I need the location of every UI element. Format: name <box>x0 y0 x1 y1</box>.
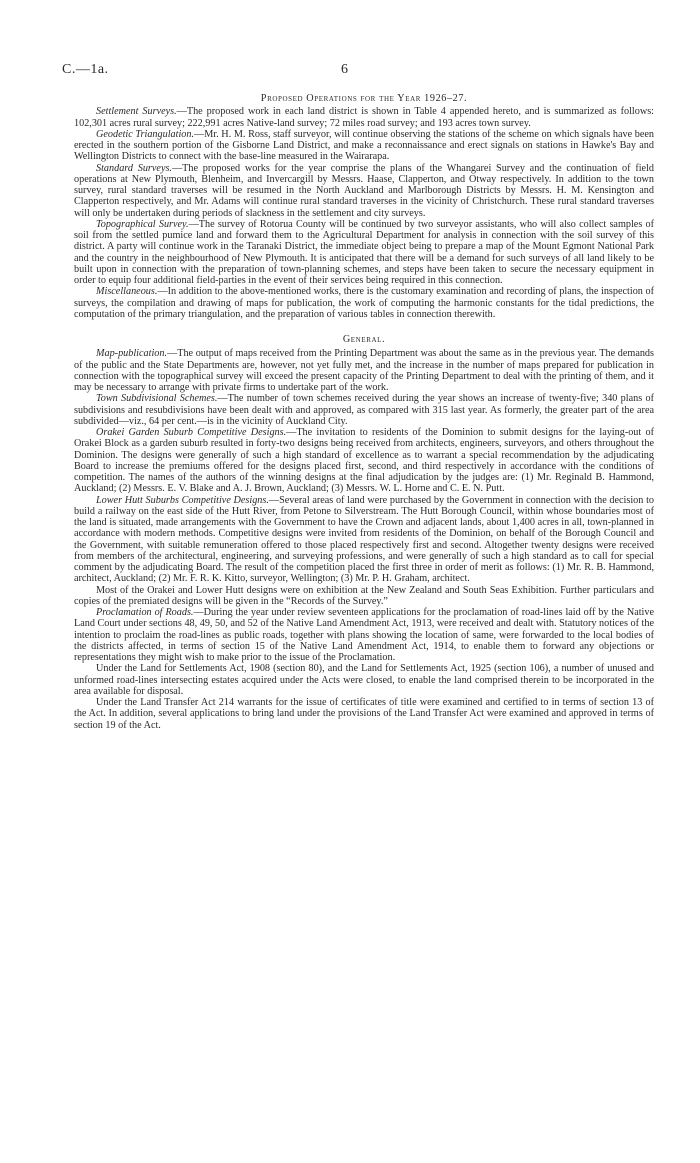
paragraph-text: Under the Land for Settlements Act, 1908 (section 80), and the Land for Settlements Act, 1925 (section 106), a number of unused and unformed road-lines intersecting estates acquired under the Acts were closed, to enable the land comprised therein to be incorporated in the area available for disposal. <box>74 663 654 697</box>
paragraph-text: —The number of town schemes received during the year shows an increase of twenty-five; 340 plans of subdivisions and resubdivisions have been dealt with and approved, as compared with 315 last year. As formerly, the greater part of the area subdivided—viz., 64 per cent.—is in the vicinity of Auckland City. <box>74 393 654 427</box>
paragraph-lead: Map-publication. <box>96 348 168 360</box>
paragraph-exhibition-designs <box>74 585 654 608</box>
paragraph-lead: Geodetic Triangulation. <box>96 128 195 140</box>
paragraph-lead: Orakei Garden Suburb Competitive Designs. <box>96 427 287 438</box>
paragraph-text: —During the year under review seventeen applications for the proclamation of road-lines laid off by the Native Land Court under sections 48, 49, 50, and 52 of the Native Land Amendment Act, 1913, were received and dealt with. Statutory notices of the intention to proclaim the road-lines as public roads, together with plans showing the location of same, were forwarded to the local bodies of the districts affected, in terms of section 15 of the Native Land Amendment Act, 1914, to enable them to forward any objections or representations they might wish to make prior to the issue of the Proclamation. <box>74 607 654 663</box>
section-heading-proposed-operations: Proposed Operations for the Year 1926–27. <box>260 93 468 104</box>
paragraph-lead: Topographical Survey. <box>96 218 189 230</box>
paragraph-settlement-surveys <box>74 106 654 129</box>
paragraph-miscellaneous <box>74 286 654 320</box>
paragraph-text: —The proposed work in each land district is shown in Table 4 appended hereto, and is summarized as follows: 102,301 acres rural survey; 222,991 acres Native-land survey; 72 miles road survey; and 193 acres town survey. <box>74 106 654 129</box>
paragraph-lead: Miscellaneous. <box>96 286 158 298</box>
paragraph-lead: Settlement Surveys. <box>96 106 177 118</box>
paragraph-town-subdivisional-schemes <box>74 393 654 427</box>
page-number: 6 <box>341 62 348 77</box>
paragraph-text: —The invitation to residents of the Dominion to submit designs for the laying-out of Orakei Block as a garden suburb resulted in forty-two designs being received from architects, engineers, surveyors, and others throughout the Dominion. The designs were generally of such a high standard of excellence as to warrant a special recommendation by the adjudicating Board to increase the premiums offered for the designs placed first, second, and third respectively in accordance with the conditions of competition. The names of the authors of the winning designs at the final adjudication by the judges are: (1) Mr. Reginald B. Hammond, Auckland; (2) Messrs. E. V. Blake and A. J. Brown, Auckland; (3) Messrs. W. L. Horne and C. E. N. Putt. <box>74 427 654 495</box>
paragraph-text: —The survey of Rotorua County will be continued by two surveyor assistants, who will also collect samples of soil from the settled pumice land and forward them to the Agricultural Department for analysis in connection with the soil survey of this district. A party will continue work in the Taranaki District, the immediate object being to prepare a map of the Mount Egmont National Park and the country in the neighbourhood of New Plymouth. It is anticipated that there will be a demand for such surveys of all land likely to be built upon in connection with the preparation of town-planning schemes, and steps have been taken to secure the necessary equipment in order to equip four additional field-parties in the event of their services being required in this connection. <box>74 218 654 286</box>
paragraph-text: —Mr. H. M. Ross, staff surveyor, will continue observing the stations of the scheme on which signals have been erected in the southern portion of the Gisborne Land District, and make a reconnaissance and erect signals on stations in Hawke's Bay and Wellington Districts to connect with the base-line measured in the Wairarapa. <box>74 128 654 163</box>
paragraph-text: Most of the Orakei and Lower Hutt designs were on exhibition at the New Zealand and South Seas Exhibition. Further particulars and copies of the premiated designs will be given in the “Records of the Survey.” <box>74 584 654 607</box>
section-heading-general: General. <box>342 334 386 345</box>
paragraph-text: —The proposed works for the year comprise the plans of the Whangarei Survey and the continuation of field operations at New Plymouth, Blenheim, and Invercargill by Messrs. Haase, Clapperton, and Otway respectively. In addition to the town survey, rural standard traverses will be resumed in the North Auckland and Marlborough Districts by Messrs. H. M. Kensington and Clapperton respectively, and Mr. Adams will continue rural standard traverses in the vicinity of Christchurch. These rural standard traverses will only be undertaken during periods of slackness in the settlement and city surveys. <box>74 162 654 219</box>
paragraph-land-transfer <box>74 697 654 731</box>
paragraph-text: Under the Land Transfer Act 214 warrants for the issue of certificates of title were examined and certified to in terms of section 13 of the Act. In addition, several applications to bring land under the provisions of the Land Transfer Act were examined and approved in terms of section 19 of the Act. <box>74 697 654 731</box>
running-head <box>0 62 700 78</box>
paragraph-lower-hutt-designs <box>74 495 654 585</box>
paragraph-orakei-designs <box>74 427 654 495</box>
paragraph-land-for-settlements <box>74 663 654 697</box>
paragraph-lead: Lower Hutt Suburbs Competitive Designs. <box>96 494 269 506</box>
paragraph-text: —In addition to the above-mentioned works, there is the customary examination and recording of plans, the inspection of surveys, the compilation and drawing of maps for publication, the work of computing the harmonic constants for the tidal predictions, the computation of the primary triangulation, and the preparation of various tables in connection therewith. <box>74 286 654 320</box>
paragraph-text: —Several areas of land were purchased by the Government in connection with the decision to build a railway on the east side of the Hutt River, from Petone to Silverstream. The Hutt Borough Council, within whose boundaries most of the land is situated, made arrangements with the Government to have the Crown and adjacent lands, about 1,400 acres in all, town-planned in accordance with modern methods. Competitive designs were invited from residents of the Dominion, on behalf of the Borough Council and the Government, with suitable remuneration offered to those placed respectively first and second. Altogether twenty designs were received from members of the architectural, engineering, and surveying professions, and were generally of such a high standard as to call for special comment by the adjudicating Board. The result of the competition placed the first three in order of merit as follows: (1) Mr. R. B. Hammond, architect, Auckland; (2) Mr. F. R. K. Kitto, surveyor, Wellington; (3) Mr. P. H. Graham, architect. <box>74 494 654 585</box>
paragraph-text: —The output of maps received from the Printing Department was about the same as in the previous year. The demands of the public and the State Departments are, however, not yet fully met, and the increase in the number of maps prepared for publication in connection with the topographical survey will exceed the present capacity of the Printing Department to deal with the printing of them, and it may be necessary to arrange with private firms to undertake part of the work. <box>74 348 654 393</box>
paragraph-standard-surveys <box>74 163 654 219</box>
document-body <box>74 93 654 731</box>
paragraph-proclamation-of-roads <box>74 607 654 663</box>
paragraph-lead: Standard Surveys. <box>96 162 172 174</box>
report-reference: C.—1a. <box>62 62 109 77</box>
paragraph-map-publication <box>74 348 654 393</box>
paragraph-topographical-survey <box>74 219 654 287</box>
paragraph-lead: Proclamation of Roads. <box>96 607 194 618</box>
paragraph-geodetic-triangulation <box>74 129 654 163</box>
paragraph-lead: Town Subdivisional Schemes. <box>96 393 218 405</box>
